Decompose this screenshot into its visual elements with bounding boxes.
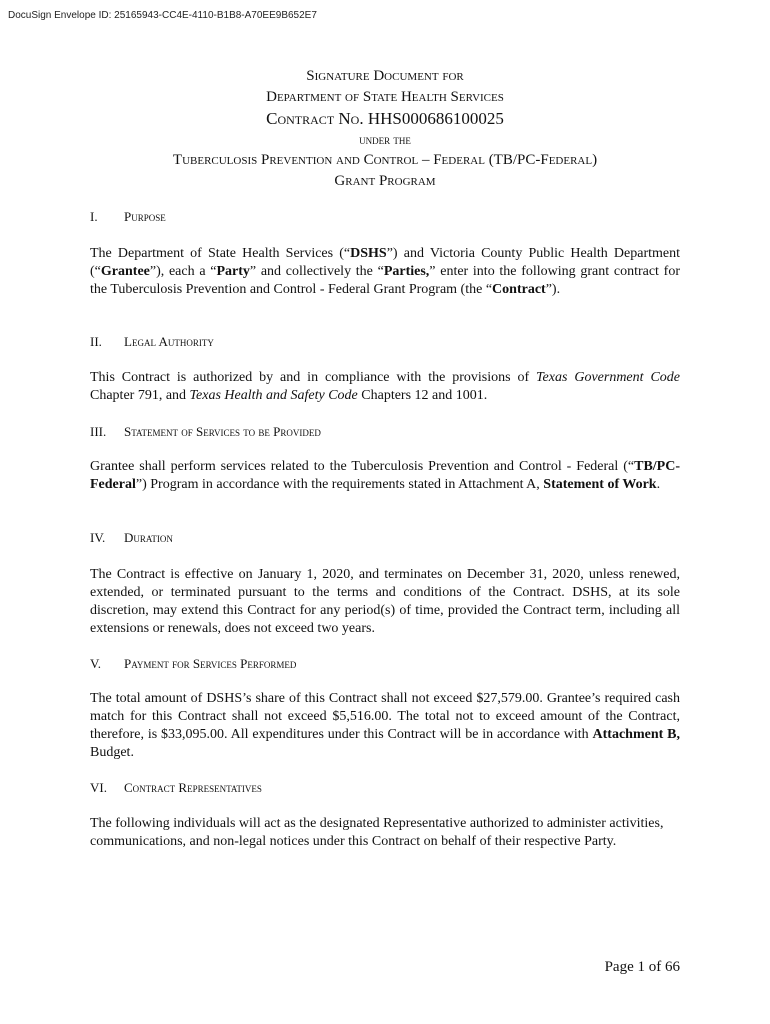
section-heading-purpose — [90, 209, 166, 225]
page-number: Page 1 of 66 — [604, 959, 680, 975]
text: ” enter into the following grant contract for the Tuberculosis Prevention and Control - Federal Grant Program (the “ — [90, 264, 680, 297]
term-party: Party — [216, 264, 250, 279]
term-contract: Contract — [492, 282, 546, 297]
section-number: VI. — [90, 780, 107, 795]
paragraph-payment — [90, 690, 680, 762]
section-number: III. — [90, 424, 107, 439]
title-contract-number: Contract No. HHS000686100025 — [266, 109, 504, 128]
section-title: Statement of Services to be Provided — [124, 424, 321, 439]
paragraph-representatives: The following individuals will act as the designated Representative authorized to administer activities, communications, and non-legal notices under this Contract on behalf of their respective Party. — [90, 816, 664, 849]
title-line-1: Signature Document for — [306, 68, 464, 84]
term-program: TB/PC-Federal — [90, 459, 680, 492]
section-title: Purpose — [124, 209, 166, 224]
section-heading-representatives — [90, 780, 262, 796]
title-line-2: Department of State Health Services — [266, 89, 504, 105]
text: ”) Program in accordance with the requirements stated in Attachment A, — [135, 477, 544, 492]
text: Chapters 12 and 1001. — [357, 388, 488, 403]
text: Budget. — [90, 745, 134, 760]
text: . — [656, 477, 661, 492]
section-heading-legal-authority — [90, 334, 214, 350]
term-grantee: Grantee — [100, 264, 150, 279]
title-line-4: under the — [359, 132, 411, 147]
text: ” and collectively the “ — [249, 264, 384, 279]
section-title: Legal Authority — [124, 334, 214, 349]
title-program-name: Tuberculosis Prevention and Control – Federal (TB/PC-Federal) — [172, 152, 598, 168]
section-number: V. — [90, 656, 101, 671]
text: ”), each a “ — [149, 264, 217, 279]
text: ”) and Victoria County Public Health Department (“ — [90, 246, 680, 279]
text: The Department of State Health Services (“ — [90, 246, 351, 261]
docusign-envelope-id: DocuSign Envelope ID: 25165943-CC4E-4110-B1B8-A70EE9B652E7 — [8, 10, 317, 21]
section-title: Contract Representatives — [124, 780, 262, 795]
section-number: I. — [90, 209, 98, 224]
citation-gov-code: Texas Government Code — [536, 370, 680, 385]
text: Chapter 791, and — [90, 388, 190, 403]
section-heading-services — [90, 424, 321, 440]
title-line-6: Grant Program — [334, 173, 436, 189]
section-number: IV. — [90, 530, 106, 545]
section-title: Duration — [124, 530, 173, 545]
text: The total amount of DSHS’s share of this Contract shall not exceed $27,579.00. Grantee’s required cash match for this Contract shall not exceed $5,516.00. The total not to exceed amount of the Contract, therefore, is $33,095.00. All expenditures under this Contract will be in accordance with — [90, 691, 680, 742]
paragraph-purpose — [90, 245, 680, 299]
document-title — [0, 66, 770, 192]
term-attachment-b: Attachment B, — [592, 727, 680, 742]
paragraph-legal-authority — [90, 369, 680, 405]
term-parties: Parties, — [383, 264, 430, 279]
term-statement-of-work: Statement of Work — [543, 477, 657, 492]
term-dshs: DSHS — [350, 246, 387, 261]
section-heading-payment — [90, 656, 296, 672]
section-number: II. — [90, 334, 102, 349]
text: This Contract is authorized by and in compliance with the provisions of — [90, 370, 537, 385]
citation-health-code: Texas Health and Safety Code — [189, 388, 358, 403]
paragraph-services — [90, 458, 680, 494]
section-heading-duration — [90, 530, 173, 546]
text: Grantee shall perform services related to the Tuberculosis Prevention and Control - Federal (“ — [90, 459, 635, 474]
paragraph-duration: The Contract is effective on January 1, 2020, and terminates on December 31, 2020, unless renewed, extended, or terminated pursuant to the terms and conditions of the Contract. DSHS, at its sole discretion, may extend this Contract for any period(s) of time, provided the Contract term, including all extensions or renewals, does not exceed two years. — [90, 567, 680, 636]
text: ”). — [545, 282, 561, 297]
section-title: Payment for Services Performed — [124, 656, 297, 671]
